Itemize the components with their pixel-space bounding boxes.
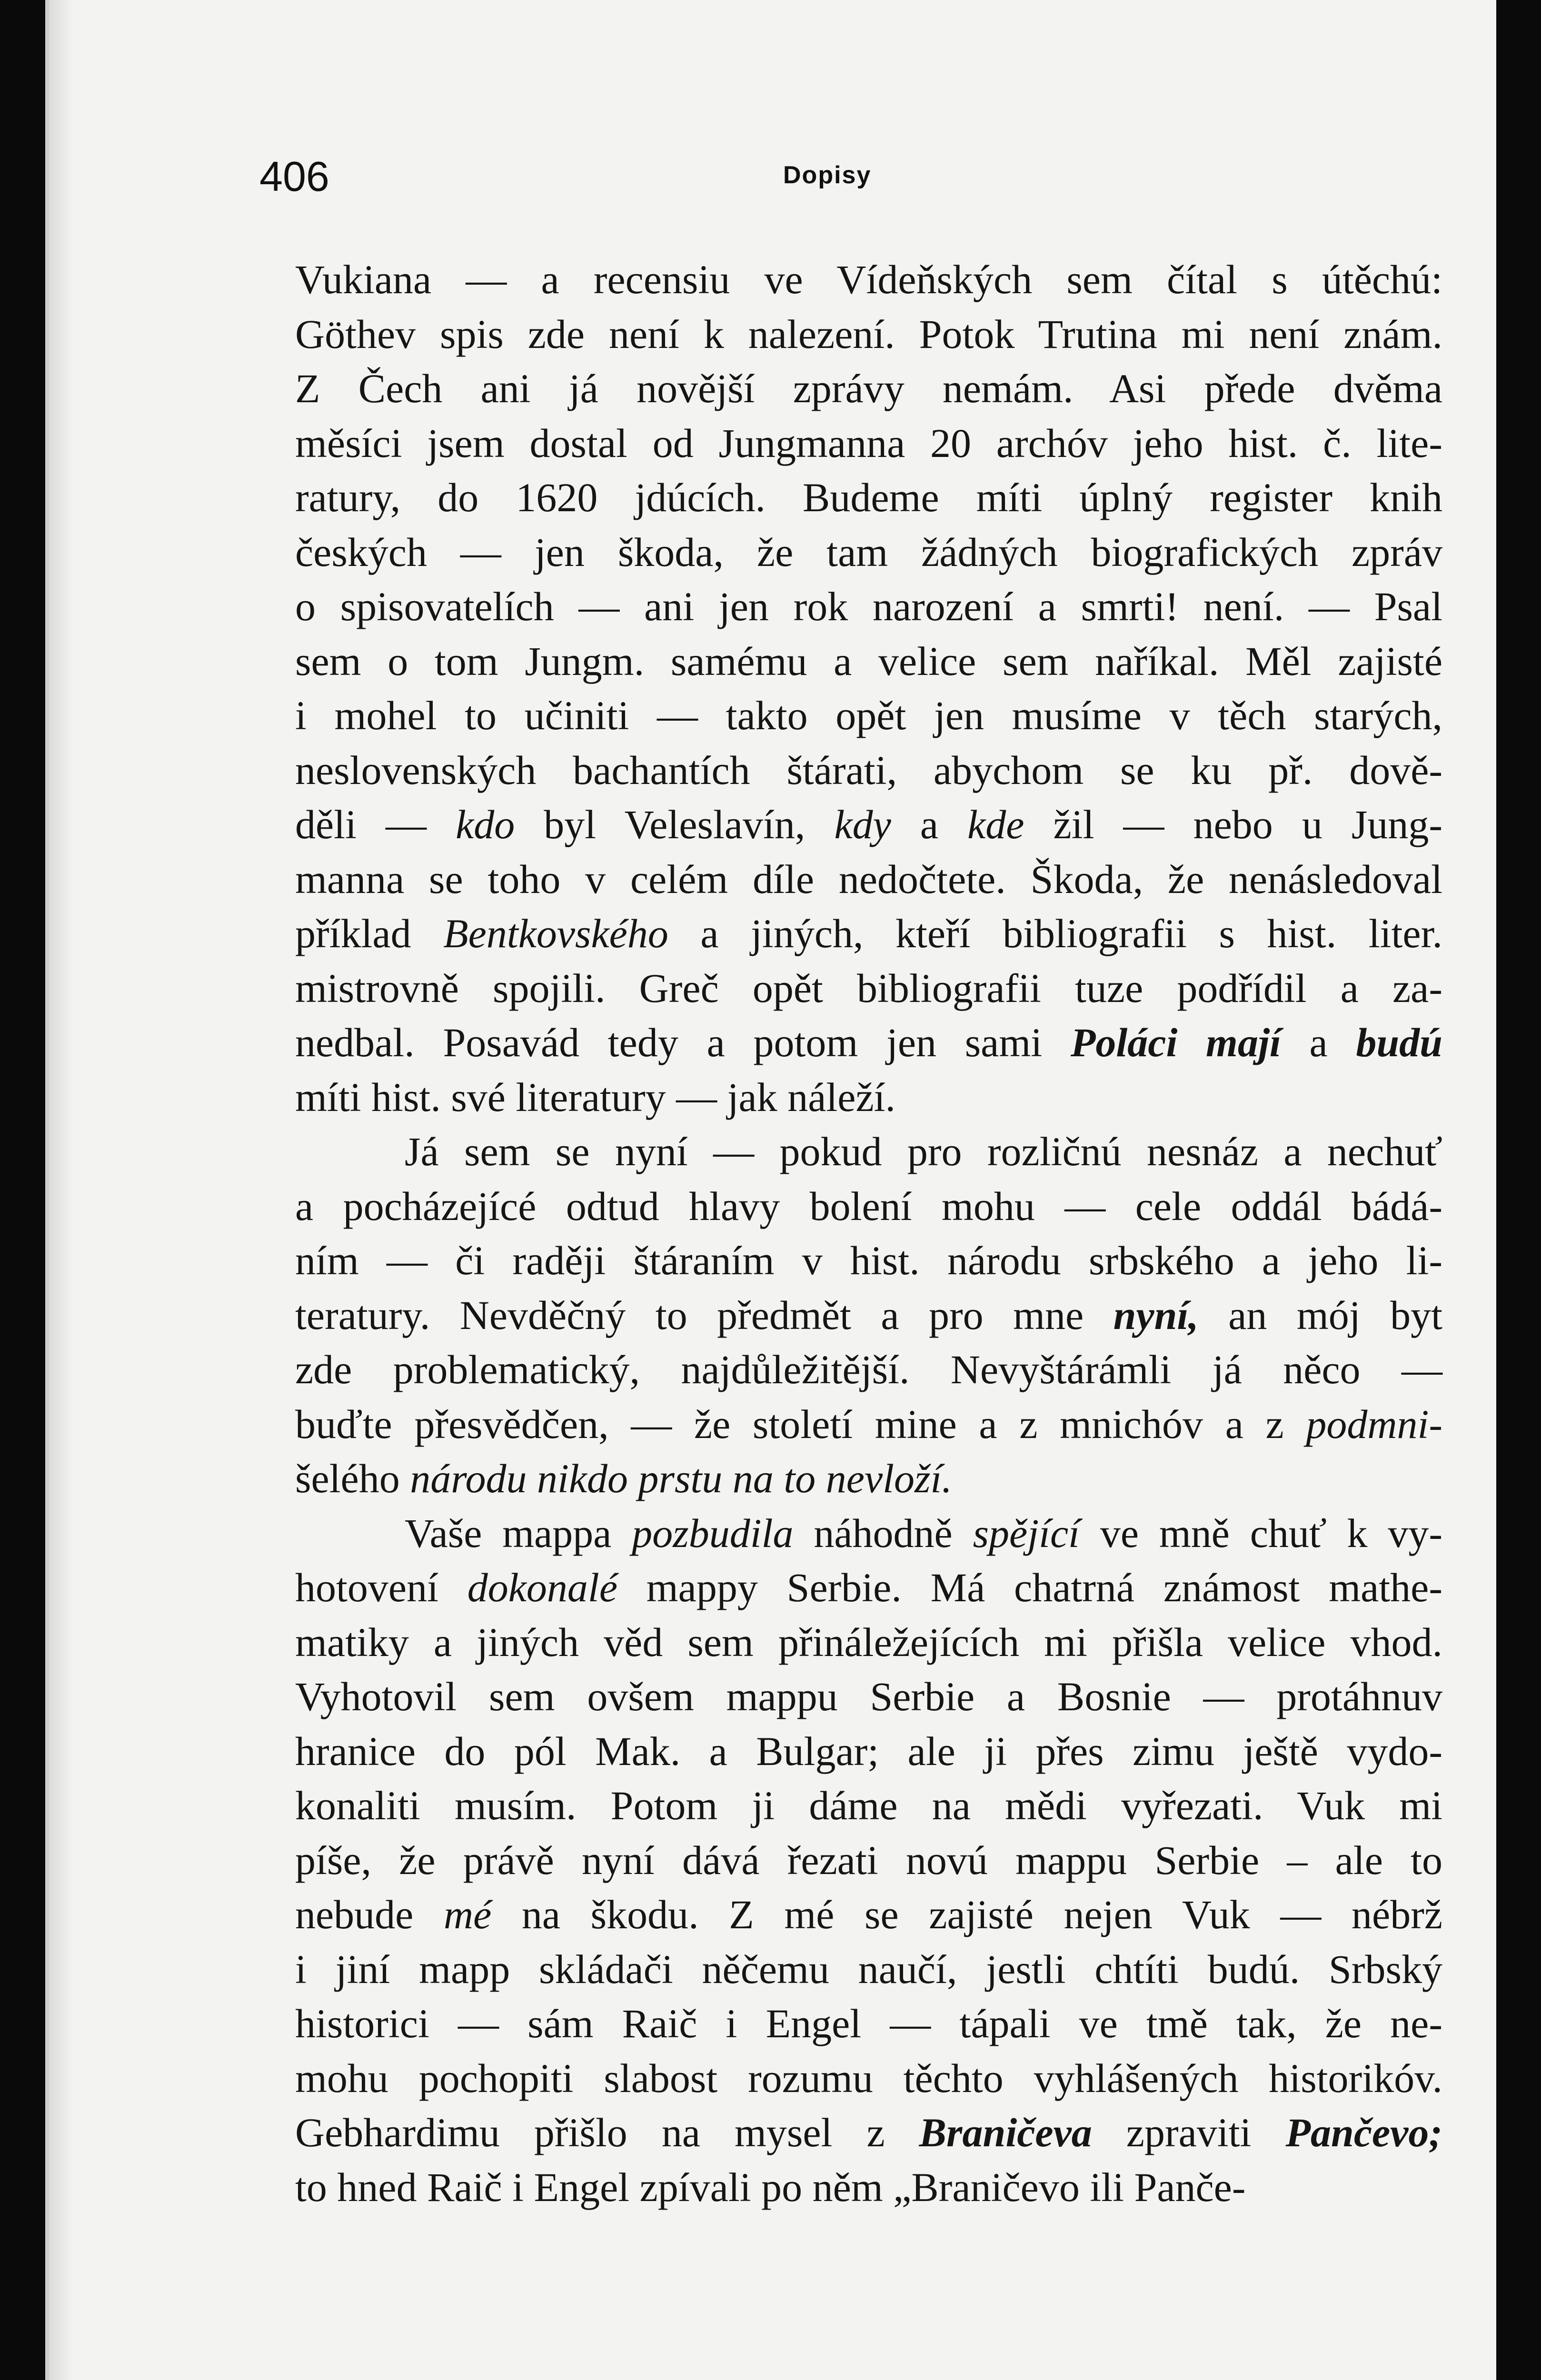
- paragraph: [295, 252, 1442, 1124]
- text-line: [295, 1397, 1442, 1452]
- document-page: [45, 0, 1496, 2380]
- text-line: [295, 1778, 1442, 1833]
- text-segment: i jiní mapp skládači něčemu naučí, jestli chtíti budú. Srbský: [295, 1946, 1442, 1992]
- paragraph: [295, 1506, 1442, 2215]
- text-segment: a jiných, kteří bibliografii s hist. liter.: [668, 911, 1442, 956]
- letter-body: [295, 252, 1442, 2214]
- text-line: [295, 1887, 1442, 1942]
- text-segment: to hned Raič i Engel zpívali po něm „Braničevo ili Panče-: [295, 2164, 1246, 2210]
- emphasis-text: dokonalé: [467, 1565, 617, 1610]
- text-line: [295, 1942, 1442, 1997]
- text-segment: neslovenských bachantích štárati, abychom se ku př. dově-: [295, 747, 1442, 793]
- text-line: [295, 688, 1442, 743]
- text-line: [295, 361, 1442, 416]
- text-line: [295, 1288, 1442, 1343]
- text-line: [295, 1833, 1442, 1888]
- text-line: [295, 579, 1442, 634]
- text-line: [295, 525, 1442, 580]
- text-segment: nebude: [295, 1892, 444, 1937]
- text-line: [295, 634, 1442, 689]
- text-segment: Vaše mappa: [405, 1510, 632, 1556]
- running-head: [45, 152, 1496, 214]
- text-line: [295, 1233, 1442, 1288]
- text-line: [295, 2105, 1442, 2160]
- text-segment: na škodu. Z mé se zajisté nejen Vuk — nébrž: [491, 1892, 1443, 1937]
- text-segment: i mohel to učiniti — takto opět jen musíme v těch starých,: [295, 693, 1442, 738]
- text-segment: měsíci jsem dostal od Jungmanna 20 archóv jeho hist. č. lite-: [295, 420, 1442, 466]
- text-line: [295, 2160, 1442, 2215]
- emphasis-text: Poláci mají: [1070, 1020, 1281, 1065]
- text-segment: hranice do pól Mak. a Bulgar; ale ji přes zimu ještě vydo-: [295, 1728, 1442, 1774]
- emphasis-text: budú: [1356, 1020, 1443, 1065]
- text-segment: příklad: [295, 911, 444, 956]
- text-line: [295, 1669, 1442, 1724]
- text-line: [295, 252, 1442, 307]
- emphasis-text: nyní,: [1113, 1292, 1199, 1338]
- text-segment: buďte přesvědčen, — že století mine a z mnichóv a z: [295, 1401, 1306, 1447]
- text-segment: píše, že právě nyní dává řezati novú mappu Serbie – ale to: [295, 1837, 1442, 1883]
- emphasis-text: Pančevo;: [1285, 2110, 1442, 2155]
- text-segment: mappy Serbie. Má chatrná známost mathe-: [617, 1565, 1442, 1610]
- text-segment: hotovení: [295, 1565, 467, 1610]
- text-line: [295, 1996, 1442, 2051]
- text-segment: Já sem se nyní — pokud pro rozličnú nesnáz a nechuť: [405, 1129, 1442, 1174]
- text-segment: an mój byt: [1198, 1292, 1442, 1338]
- text-line: [295, 1560, 1442, 1615]
- emphasis-text: Bentkovského: [443, 911, 668, 956]
- text-segment: ním — či raději štáraním v hist. národu srbského a jeho li-: [295, 1238, 1442, 1283]
- text-line: [295, 1615, 1442, 1670]
- emphasis-text: kdy: [834, 802, 891, 847]
- text-segment: o spisovatelích — ani jen rok narození a smrti! není. — Psal: [295, 584, 1442, 629]
- text-line: [295, 470, 1442, 525]
- text-line: [295, 1451, 1442, 1506]
- text-segment: náhodně: [793, 1510, 973, 1556]
- text-segment: mohu pochopiti slabost rozumu těchto vyhlášených historikóv.: [295, 2055, 1442, 2101]
- text-line: [295, 961, 1442, 1016]
- text-segment: byl Veleslavín,: [515, 802, 835, 847]
- section-title: Dopisy: [783, 161, 872, 189]
- emphasis-text: mé: [443, 1892, 492, 1937]
- text-segment: nedbal. Posavád tedy a potom jen sami: [295, 1020, 1071, 1065]
- text-segment: šelého: [295, 1456, 400, 1501]
- paragraph: [295, 1124, 1442, 1506]
- text-segment: sem o tom Jungm. samému a velice sem naříkal. Měl zajisté: [295, 638, 1442, 684]
- text-segment: zpraviti: [1092, 2110, 1286, 2155]
- text-line: [295, 1015, 1442, 1070]
- text-segment: Vukiana — a recensiu ve Vídeňských sem čítal s útěchú:: [295, 257, 1442, 302]
- text-line: [295, 743, 1442, 798]
- text-segment: matiky a jiných věd sem přináležejících mi přišla velice vhod.: [295, 1619, 1442, 1665]
- text-line: [295, 852, 1442, 907]
- text-segment: žil — nebo u Jung-: [1024, 802, 1442, 847]
- text-segment: českých — jen škoda, že tam žádných biografických zpráv: [295, 529, 1442, 575]
- text-line: [295, 307, 1442, 362]
- emphasis-text: spějící: [973, 1510, 1080, 1556]
- emphasis-text: Braničeva: [919, 2110, 1092, 2155]
- text-segment: Gebhardimu přišlo na mysel z: [295, 2110, 919, 2155]
- text-segment: historici — sám Raič i Engel — tápali ve tmě tak, že ne-: [295, 2001, 1442, 2046]
- emphasis-text: kde: [967, 802, 1024, 847]
- text-segment: a: [1281, 1020, 1356, 1065]
- text-segment: míti hist. své literatury — jak náleží.: [295, 1074, 896, 1120]
- text-segment: teratury. Nevděčný to předmět a pro mne: [295, 1292, 1113, 1338]
- text-segment: Göthev spis zde není k nalezení. Potok Trutina mi není znám.: [295, 311, 1442, 357]
- text-line: [295, 1506, 1442, 1561]
- text-line: [295, 2051, 1442, 2106]
- text-line: [295, 1124, 1442, 1179]
- text-line: [295, 1724, 1442, 1779]
- emphasis-text: kdo: [456, 802, 515, 847]
- text-line: [295, 797, 1442, 852]
- text-line: [295, 906, 1442, 961]
- text-segment: Z Čech ani já novější zprávy nemám. Asi přede dvěma: [295, 366, 1442, 411]
- text-line: [295, 1342, 1442, 1397]
- text-segment: ve mně chuť k vy-: [1080, 1510, 1442, 1556]
- text-segment: děli —: [295, 802, 456, 847]
- text-segment: a pocházejícé odtud hlavy bolení mohu — cele oddál bádá-: [295, 1183, 1442, 1229]
- emphasis-text: podmni-: [1306, 1401, 1442, 1447]
- scan-edge-mark: [45, 0, 49, 2380]
- text-segment: konaliti musím. Potom ji dáme na mědi vyřezati. Vuk mi: [295, 1783, 1442, 1828]
- text-segment: ratury, do 1620 jdúcích. Budeme míti úplný register knih: [295, 475, 1442, 520]
- emphasis-text: pozbudila: [632, 1510, 794, 1556]
- text-segment: a: [891, 802, 968, 847]
- text-line: [295, 416, 1442, 471]
- text-line: [295, 1070, 1442, 1125]
- text-segment: manna se toho v celém díle nedočtete. Škoda, že nenásledoval: [295, 856, 1442, 902]
- page-number: 406: [259, 153, 329, 200]
- text-line: [295, 1179, 1442, 1234]
- text-segment: mistrovně spojili. Greč opět bibliografii tuze podřídil a za-: [295, 965, 1442, 1011]
- text-segment: Vyhotovil sem ovšem mappu Serbie a Bosnie — protáhnuv: [295, 1674, 1442, 1719]
- emphasis-text: národu nikdo prstu na to nevloží.: [399, 1456, 952, 1501]
- text-segment: zde problematický, najdůležitější. Nevyštárámli já něco —: [295, 1347, 1442, 1392]
